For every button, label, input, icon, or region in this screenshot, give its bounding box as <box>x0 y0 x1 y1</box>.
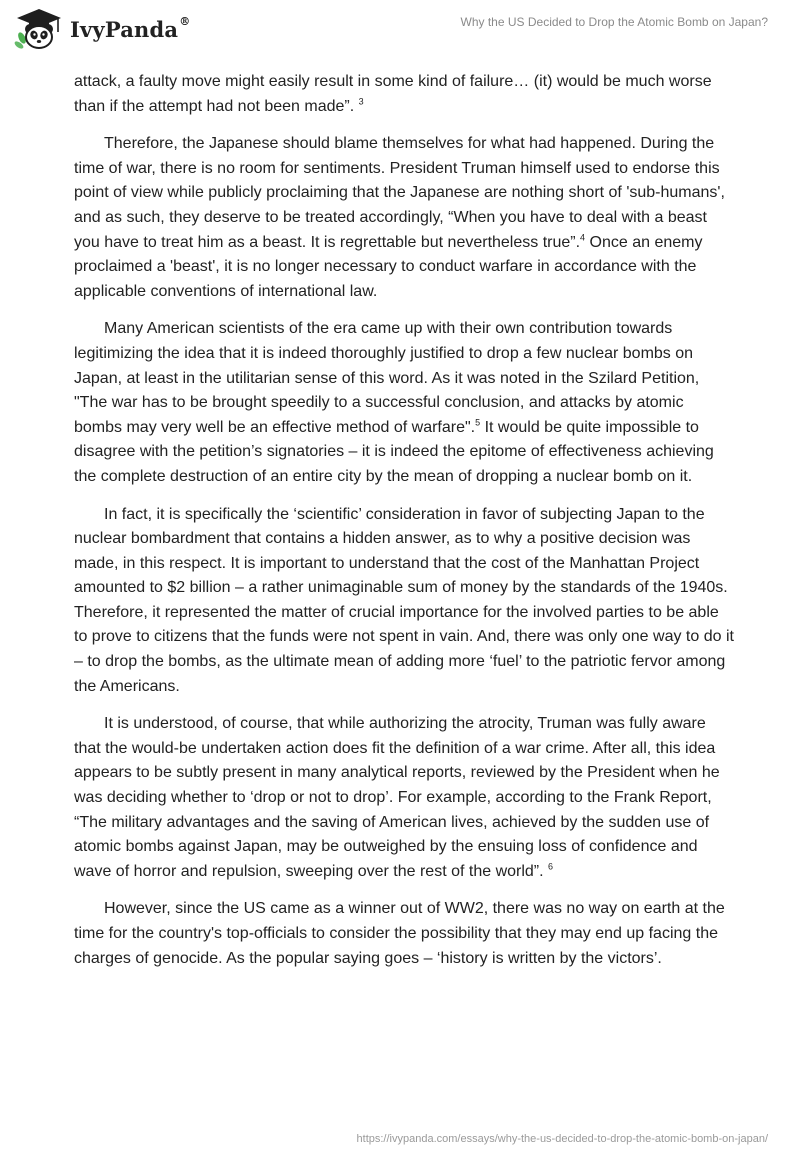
footnote-marker[interactable]: 6 <box>548 861 554 872</box>
paragraph-text: In fact, it is specifically the ‘scientific’ consideration in favor of subjecting Japan to the nuclear bombardment that contains a hidden answer, as to why a positive decision was made, in this respect. It is important to understand that the cost of the Manhattan Project amounted to $2 billion – a rather unimaginable sum of money by the standards of the 1940s. Therefore, it represented the matter of crucial importance for the involved parties to be able to prove to citizens that the funds were not spent in vain. And, there was only one way to do it – to drop the bombs, as the ultimate mean of adding more ‘fuel’ to the patriotic fervor among the Americans. <box>74 505 734 695</box>
essay-paragraph <box>74 317 734 489</box>
source-url[interactable]: https://ivypanda.com/essays/why-the-us-decided-to-drop-the-atomic-bomb-on-japan/ <box>356 1133 768 1145</box>
essay-body <box>74 70 734 984</box>
paragraph-text: Many American scientists of the era came up with their own contribution towards legitimizing the idea that it is indeed thoroughly justified to drop a few nuclear bombs on Japan, at least in the utilitarian sense of this word. As it was noted in the Szilard Petition, "The war has to be brought speedily to a successful conclusion, and attacks by atomic bombs may very well be an effective method of warfare". <box>74 320 700 436</box>
paragraph-text: It is understood, of course, that while authorizing the atrocity, Truman was fully aware that the would-be undertaken action does fit the definition of a war crime. After all, this idea appears to be subtly present in many analytical reports, reviewed by the President when he was deciding whether to ‘drop or not to drop’. For example, according to the Frank Report, “The military advantages and the saving of American lives, achieved by the sudden use of atomic bombs against Japan, may be outweighed by the ensuing loss of confidence and wave of horror and repulsion, sweeping over the rest of the world”. <box>74 715 720 880</box>
page-header <box>0 0 800 60</box>
footnote-marker[interactable]: 3 <box>358 96 364 107</box>
essay-paragraph <box>74 70 734 119</box>
paragraph-text: Once an enemy proclaimed a 'beast', it is no longer necessary to conduct warfare in accordance with the applicable conventions of international law. <box>74 233 703 300</box>
essay-paragraph <box>74 503 734 700</box>
document-title: Why the US Decided to Drop the Atomic Bomb on Japan? <box>460 15 768 29</box>
paragraph-text: attack, a faulty move might easily result in some kind of failure… (it) would be much worse than if the attempt had not been made”. <box>74 73 712 115</box>
ivypanda-logo[interactable] <box>14 8 190 50</box>
paragraph-text: It would be quite impossible to disagree with the petition’s signatories – it is indeed the epitome of effectiveness achieving the complete destruction of an entire city by the mean of dropping a nuclear bomb on it. <box>74 418 714 485</box>
footnote-marker[interactable]: 5 <box>475 417 481 428</box>
essay-paragraph <box>74 132 734 304</box>
paragraph-text: However, since the US came as a winner out of WW2, there was no way on earth at the time for the country's top-officials to consider the possibility that they may end up facing the charges of genocide. As the popular saying goes – ‘history is written by the victors’. <box>74 900 725 967</box>
panda-graduate-logo-icon <box>14 8 64 50</box>
paragraph-text: Therefore, the Japanese should blame themselves for what had happened. During the time of war, there is no room for sentiments. President Truman himself used to endorse this point of view while publicly proclaiming that the Japanese are nothing short of 'sub-humans', and as such, they deserve to be treated accordingly, “When you have to deal with a beast you have to treat him as a beast. It is regrettable but nevertheless true”. <box>74 135 725 251</box>
essay-paragraph <box>74 897 734 971</box>
essay-paragraph <box>74 712 734 884</box>
footnote-marker[interactable]: 4 <box>580 232 586 243</box>
brand-name: IvyPanda® <box>70 14 191 42</box>
